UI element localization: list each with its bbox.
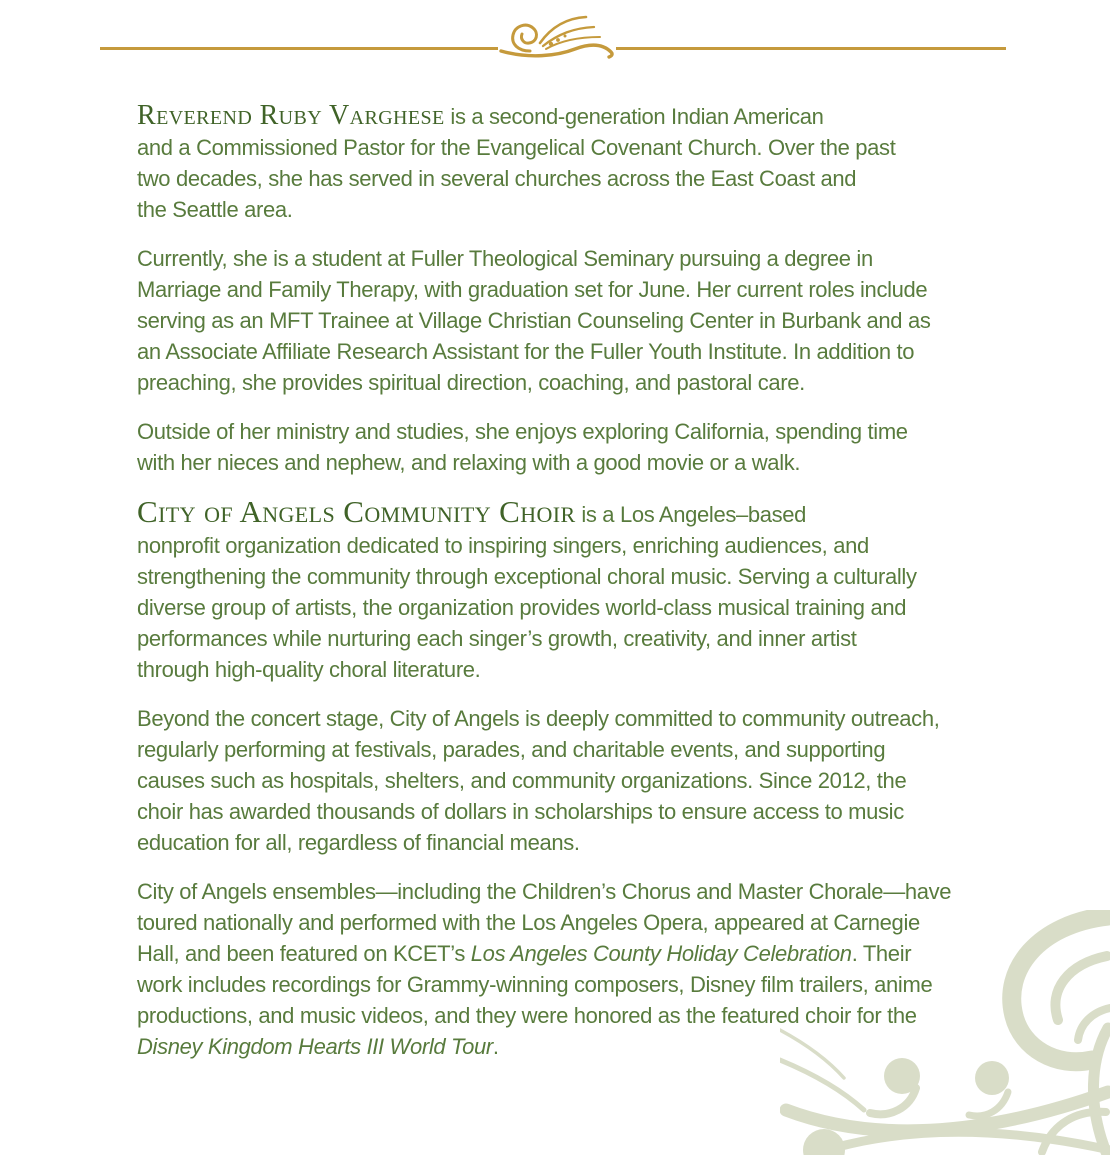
italic-title-text: Los Angeles County Holiday Celebration	[470, 941, 852, 966]
body-text: preaching, she provides spiritual direction, coaching, and pastoral care.	[137, 370, 805, 395]
text-line	[137, 367, 997, 398]
body-text: is a second-generation Indian American	[444, 104, 824, 129]
italic-title-text: Disney Kingdom Hearts III World Tour	[137, 1034, 493, 1059]
text-line	[137, 703, 997, 734]
text-line	[137, 796, 997, 827]
body-text: the Seattle area.	[137, 197, 293, 222]
text-line	[137, 274, 997, 305]
text-line	[137, 132, 997, 163]
paragraph	[137, 703, 997, 858]
body-text: diverse group of artists, the organization provides world-class musical training and	[137, 595, 907, 620]
body-text: productions, and music videos, and they were honored as the featured choir for the	[137, 1003, 917, 1028]
text-line	[137, 243, 997, 274]
body-text: work includes recordings for Grammy-winning composers, Disney film trailers, anime	[137, 972, 933, 997]
text-line	[137, 100, 997, 132]
text-line	[137, 765, 997, 796]
paragraph	[137, 416, 997, 478]
text-line	[137, 336, 997, 367]
body-text: with her nieces and nephew, and relaxing with a good movie or a walk.	[137, 450, 801, 475]
paragraph	[137, 496, 997, 685]
body-text: an Associate Affiliate Research Assistant for the Fuller Youth Institute. In addition to	[137, 339, 915, 364]
body-text: Hall, and been featured on KCET’s	[137, 941, 471, 966]
text-line	[137, 876, 997, 907]
body-text: . Their	[851, 941, 912, 966]
body-text: two decades, she has served in several churches across the East Coast and	[137, 166, 857, 191]
body-text: Beyond the concert stage, City of Angels is deeply committed to community outreach,	[137, 706, 940, 731]
body-text: toured nationally and performed with the Los Angeles Opera, appeared at Carnegie	[137, 910, 920, 935]
text-line	[137, 194, 997, 225]
text-line	[137, 1031, 997, 1062]
body-text: causes such as hospitals, shelters, and community organizations. Since 2012, the	[137, 768, 907, 793]
paragraph	[137, 100, 997, 225]
text-line	[137, 827, 997, 858]
body-text: strengthening the community through exceptional choral music. Serving a culturally	[137, 564, 917, 589]
body-text: Currently, she is a student at Fuller Theological Seminary pursuing a degree in	[137, 246, 873, 271]
body-text: .	[492, 1034, 499, 1059]
text-line	[137, 938, 997, 969]
text-line	[137, 163, 997, 194]
text-line	[137, 561, 997, 592]
body-text: serving as an MFT Trainee at Village Christian Counseling Center in Burbank and as	[137, 308, 931, 333]
text-line	[137, 496, 997, 530]
text-line	[137, 416, 997, 447]
run-in-heading: Reverend Ruby Varghese	[137, 100, 445, 131]
body-text: Marriage and Family Therapy, with graduation set for June. Her current roles include	[137, 277, 928, 302]
body-text: education for all, regardless of financial means.	[137, 830, 580, 855]
gold-rule-left	[100, 47, 498, 50]
text-line	[137, 623, 997, 654]
text-line	[137, 530, 997, 561]
body-text: and a Commissioned Pastor for the Evangelical Covenant Church. Over the past	[137, 135, 896, 160]
body-text: performances while nurturing each singer’s growth, creativity, and inner artist	[137, 626, 857, 651]
body-text: regularly performing at festivals, parades, and charitable events, and supporting	[137, 737, 886, 762]
run-in-heading: City of Angels Community Choir	[137, 494, 576, 529]
body-text: choir has awarded thousands of dollars in scholarships to ensure access to music	[137, 799, 904, 824]
text-line	[137, 1000, 997, 1031]
calligraphic-flourish-icon	[499, 13, 619, 59]
body-text: is a Los Angeles–based	[575, 502, 807, 527]
text-line	[137, 734, 997, 765]
text-line	[137, 592, 997, 623]
body-text: nonprofit organization dedicated to inspiring singers, enriching audiences, and	[137, 533, 869, 558]
body-text: City of Angels ensembles—including the Children’s Chorus and Master Chorale—have	[137, 879, 952, 904]
text-line	[137, 447, 997, 478]
body-text: Outside of her ministry and studies, she enjoys exploring California, spending time	[137, 419, 908, 444]
gold-rule-right	[616, 47, 1006, 50]
paragraph	[137, 876, 997, 1062]
text-line	[137, 305, 997, 336]
text-line	[137, 654, 997, 685]
body-text: through high-quality choral literature.	[137, 657, 481, 682]
text-line	[137, 907, 997, 938]
text-line	[137, 969, 997, 1000]
paragraph	[137, 243, 997, 398]
bio-text	[137, 100, 997, 1080]
